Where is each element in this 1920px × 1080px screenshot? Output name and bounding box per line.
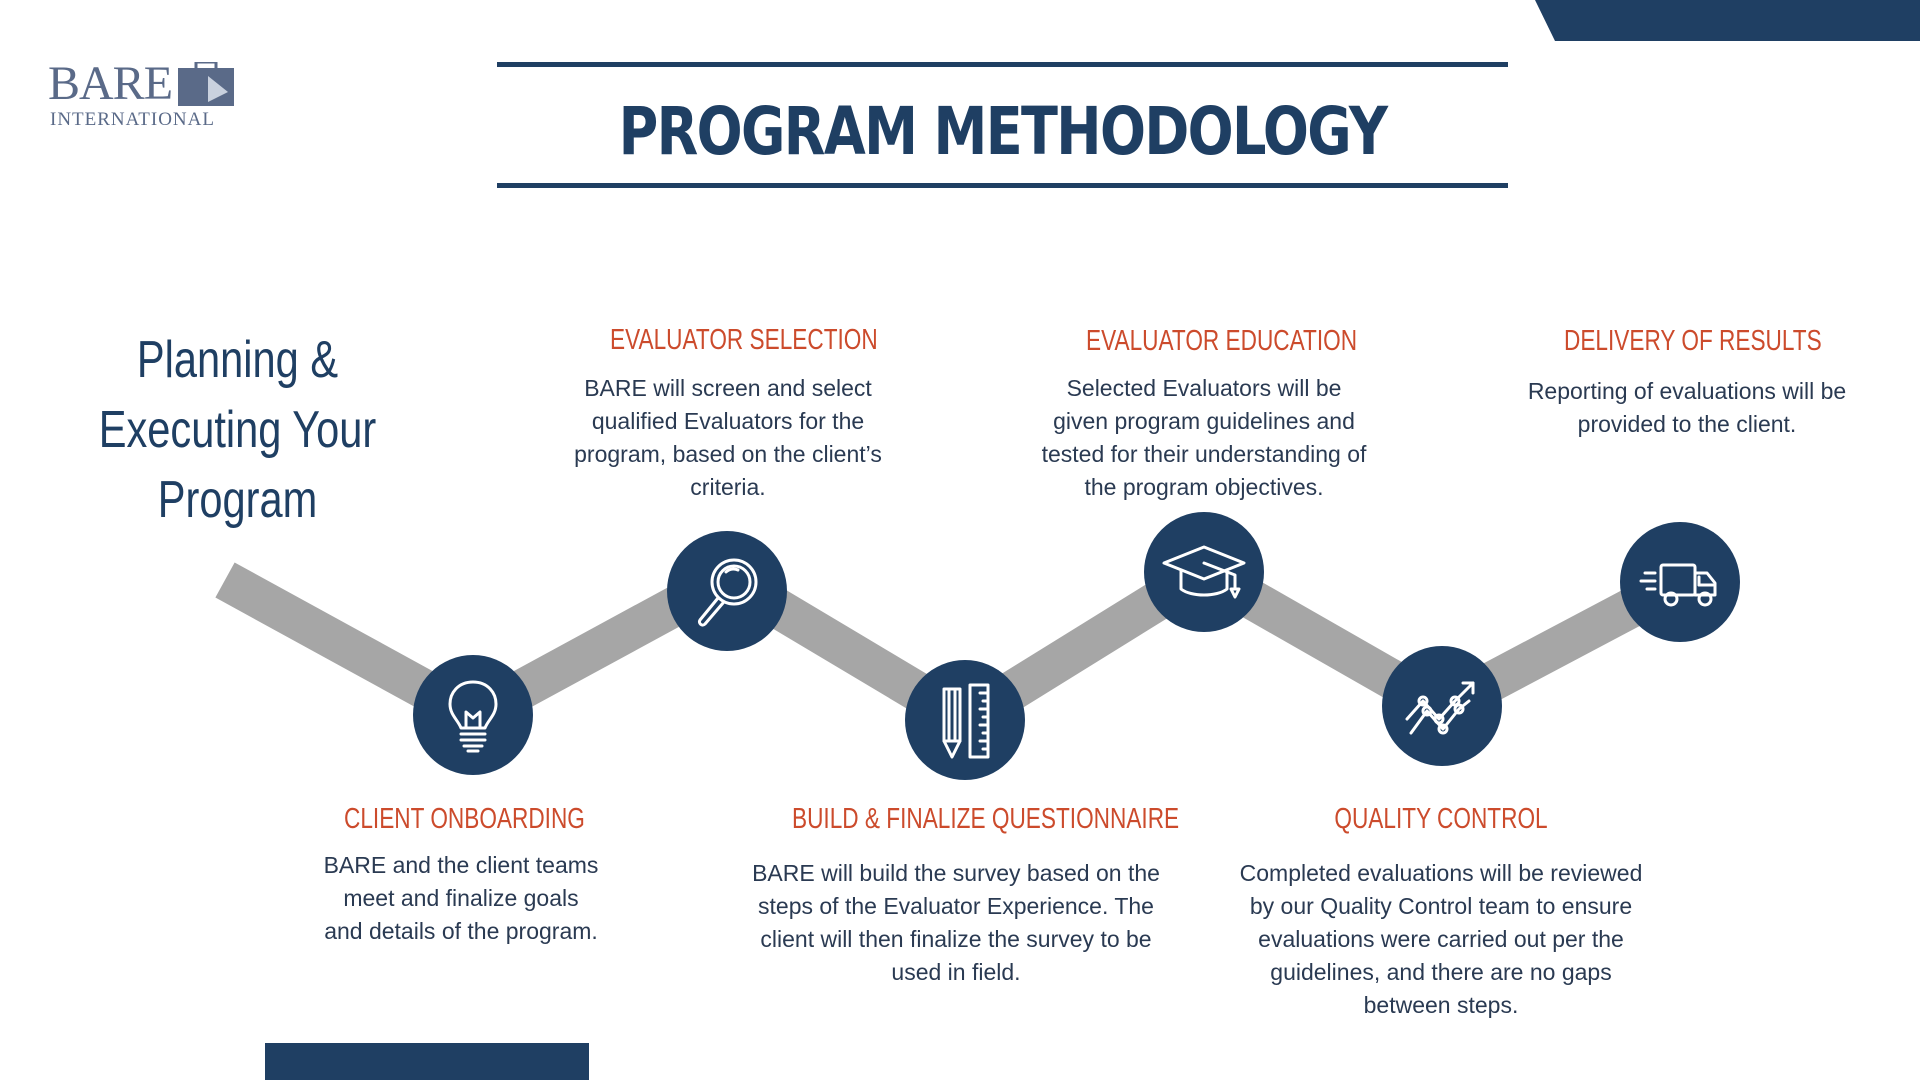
step-desc-evaluator-education: Selected Evaluators will be given program guidelines and tested for their understanding of the program objectives. [1041,375,1367,500]
step-heading-delivery-of-results: DELIVERY OF RESULTS [1564,325,1822,357]
step-heading-build-questionnaire: BUILD & FINALIZE QUESTIONNAIRE [792,803,1180,835]
bottom-accent-bar [265,1043,589,1080]
logo-subtitle: INTERNATIONAL [50,109,215,130]
delivery-truck-icon [1635,537,1725,627]
step-desc-client-onboarding: BARE and the client teams meet and finalize goals and details of the program. [323,852,599,944]
diagram-subtitle: Planning & Executing Your Program [98,331,377,529]
graduation-cap-icon [1159,527,1249,617]
step-node-evaluator-education [1144,512,1264,632]
step-desc-evaluator-selection: BARE will screen and select qualified Evaluators for the program, based on the client’s criteria. [574,375,882,500]
step-heading-evaluator-selection: EVALUATOR SELECTION [610,324,878,356]
step-node-build-questionnaire [905,660,1025,780]
step-node-quality-control [1382,646,1502,766]
step-desc-build-questionnaire: BARE will build the survey based on the steps of the Evaluator Experience. The client will then finalize the survey to be used in field. [752,860,1160,985]
step-desc-quality-control: Completed evaluations will be reviewed by our Quality Control team to ensure evaluations were carried out per the guidelines, and there are no gaps between steps. [1239,860,1643,1018]
step-node-client-onboarding [413,655,533,775]
step-heading-evaluator-education: EVALUATOR EDUCATION [1086,325,1358,357]
page-title: PROGRAM METHODOLOGY [618,93,1387,170]
step-heading-quality-control: QUALITY CONTROL [1334,803,1548,835]
pencil-ruler-icon [920,675,1010,765]
step-desc-delivery-of-results: Reporting of evaluations will be provided to the client. [1527,378,1847,437]
step-node-evaluator-selection [667,531,787,651]
logo-wordmark: BARE [48,57,173,110]
step-node-delivery-of-results [1620,522,1740,642]
magnifier-icon [682,546,772,636]
lightbulb-icon [428,670,518,760]
trend-chart-icon [1397,661,1487,751]
step-heading-client-onboarding: CLIENT ONBOARDING [344,803,585,835]
